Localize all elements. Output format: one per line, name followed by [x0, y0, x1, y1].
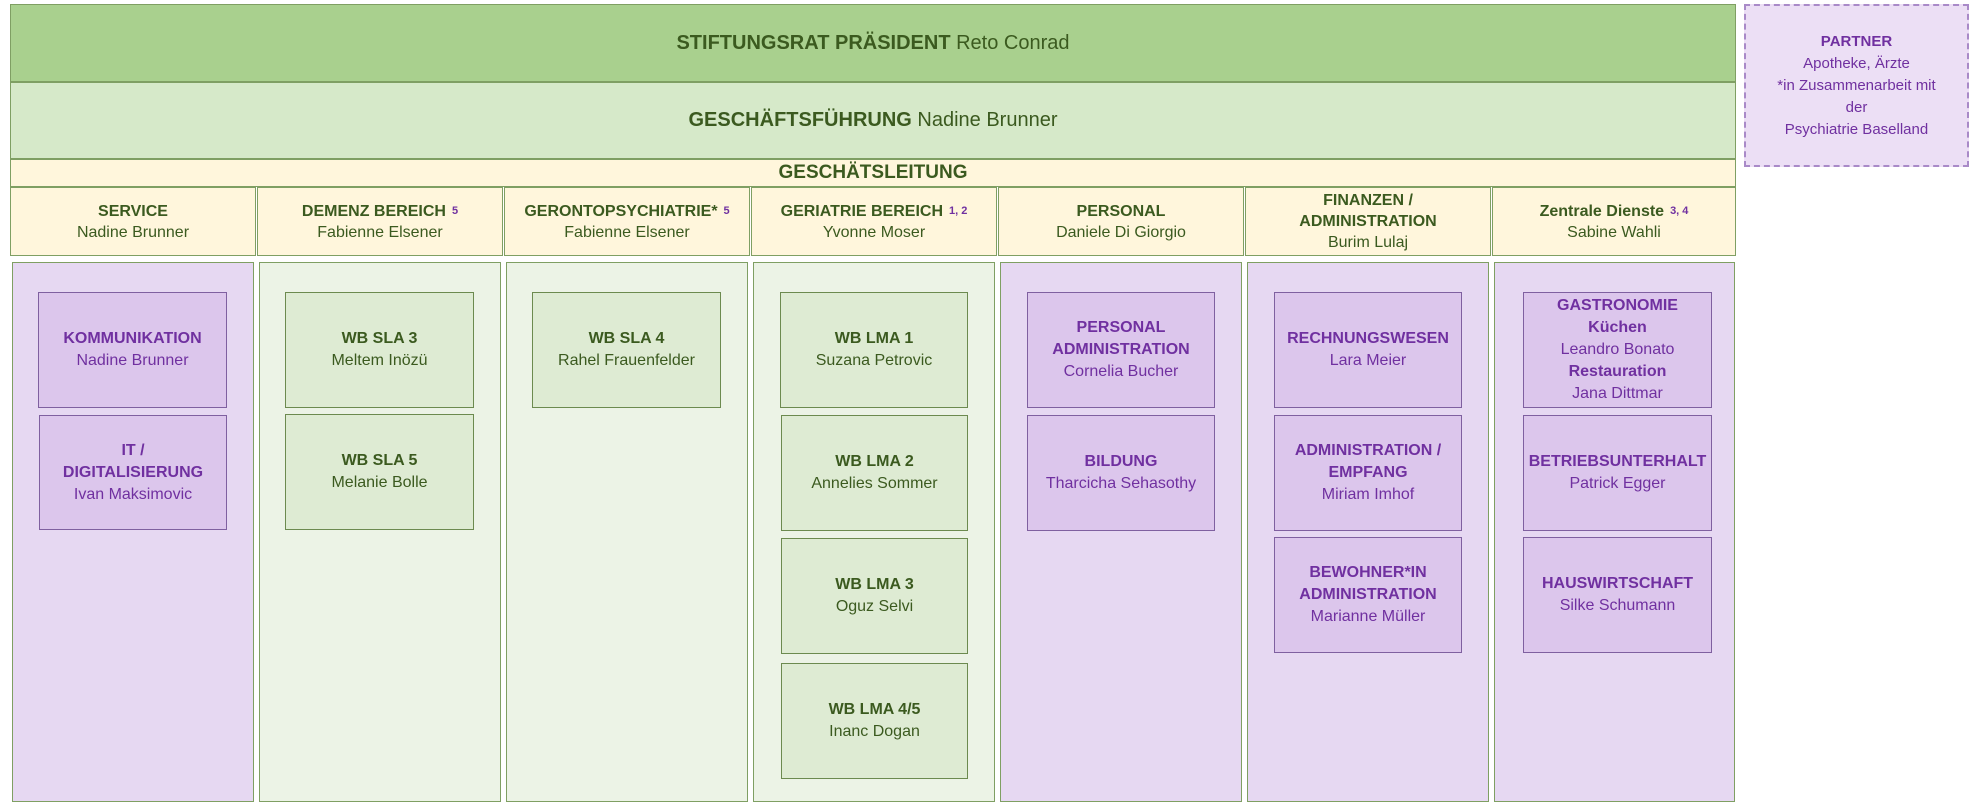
dept-finanzen — [1245, 187, 1491, 256]
unit-kommunikation — [38, 292, 227, 408]
dept-head: Fabienne Elsener — [564, 223, 690, 241]
partner-line-4: Psychiatrie Baselland — [1784, 120, 1929, 138]
unit-title: ADMINISTRATION / EMPFANG — [1294, 442, 1442, 481]
unit-title: WB LMA 2 — [835, 453, 914, 470]
partner-line-3: der — [1845, 98, 1868, 116]
president-name: Reto Conrad — [956, 31, 1070, 54]
unit-hauswirtschaft — [1523, 537, 1712, 653]
unit-head: Oguz Selvi — [835, 598, 914, 615]
president-title: STIFTUNGSRAT PRÄSIDENT — [676, 31, 951, 54]
leadership-title: GESCHÄTSLEITUNG — [778, 162, 968, 183]
dept-demenz — [257, 187, 503, 256]
unit-head: Inanc Dogan — [829, 723, 920, 740]
unit-title: RECHNUNGSWESEN — [1287, 330, 1449, 347]
dept-head: Yvonne Moser — [822, 223, 926, 241]
unit-wb-lma-4-5 — [781, 663, 968, 779]
unit-head: Tharcicha Sehasothy — [1045, 475, 1197, 492]
footnote-marker: 1, 2 — [949, 204, 968, 217]
dept-title: PERSONAL — [1076, 202, 1166, 220]
footnote-marker: 5 — [451, 204, 459, 217]
unit-title: IT / DIGITALISIERUNG — [62, 441, 204, 481]
unit-title: HAUSWIRTSCHAFT — [1541, 575, 1694, 592]
unit-sub-restauration: Restauration — [1568, 363, 1667, 380]
dept-title: SERVICE — [98, 202, 168, 220]
dept-zentrale-dienste — [1492, 187, 1736, 256]
unit-head: Patrick Egger — [1569, 475, 1666, 492]
dept-title: GERONTOPSYCHIATRIE* — [524, 202, 718, 220]
unit-sub-kuechen: Küchen — [1588, 319, 1647, 336]
unit-head: Nadine Brunner — [76, 352, 189, 369]
unit-head: Meltem Inözü — [331, 352, 428, 369]
unit-administration-empfang — [1274, 415, 1462, 531]
unit-head: Lara Meier — [1329, 352, 1407, 369]
dept-title: Zentrale Dienste — [1539, 202, 1665, 220]
unit-title: BILDUNG — [1084, 453, 1158, 470]
leadership-box — [10, 159, 1736, 187]
unit-wb-lma-1 — [780, 292, 968, 408]
unit-head: Annelies Sommer — [811, 475, 938, 492]
unit-wb-sla-4 — [532, 292, 721, 408]
unit-gastronomie — [1523, 292, 1712, 408]
unit-wb-sla-3 — [285, 292, 474, 408]
unit-title: WB LMA 4/5 — [828, 701, 921, 718]
dept-geriatrie — [751, 187, 997, 256]
partner-box — [1744, 4, 1969, 167]
unit-head-kuechen: Leandro Bonato — [1560, 341, 1675, 358]
footnote-marker: 5 — [723, 204, 730, 217]
unit-title: WB SLA 4 — [588, 330, 665, 347]
unit-personal-administration — [1027, 292, 1215, 408]
unit-wb-lma-2 — [781, 415, 968, 531]
unit-title: GASTRONOMIE — [1557, 297, 1678, 314]
unit-it-digitalisierung — [39, 415, 227, 530]
dept-title: FINANZEN / ADMINISTRATION — [1299, 192, 1437, 230]
unit-head: Silke Schumann — [1559, 597, 1676, 614]
unit-head: Suzana Petrovic — [815, 352, 933, 369]
management-name: Nadine Brunner — [917, 109, 1058, 131]
dept-title: DEMENZ BEREICH — [301, 202, 446, 220]
management-title: GESCHÄFTSFÜHRUNG — [688, 109, 912, 131]
dept-head: Burim Lulaj — [1327, 234, 1409, 251]
unit-bewohner-administration — [1274, 537, 1462, 653]
unit-rechnungswesen — [1274, 292, 1462, 408]
dept-gerontopsychiatrie — [504, 187, 750, 256]
unit-title: WB SLA 3 — [341, 330, 418, 347]
unit-bildung — [1027, 415, 1215, 531]
unit-head: Melanie Bolle — [331, 474, 428, 491]
unit-head: Miriam Imhof — [1321, 486, 1415, 503]
unit-title: PERSONAL ADMINISTRATION — [1052, 319, 1190, 358]
partner-line-1: Apotheke, Ärzte — [1803, 54, 1910, 72]
president-box — [10, 4, 1736, 82]
dept-personal — [998, 187, 1244, 256]
unit-title: BEWOHNER*IN ADMINISTRATION — [1299, 564, 1437, 603]
unit-title: BETRIEBSUNTERHALT — [1528, 453, 1707, 470]
footnote-marker: 3, 4 — [1670, 204, 1689, 217]
unit-betriebsunterhalt — [1523, 415, 1712, 531]
dept-head: Fabienne Elsener — [317, 223, 443, 241]
unit-head: Cornelia Bucher — [1063, 363, 1179, 380]
unit-title: WB SLA 5 — [341, 452, 418, 469]
unit-title: WB LMA 1 — [834, 330, 914, 347]
unit-wb-sla-5 — [285, 414, 474, 530]
unit-head: Ivan Maksimovic — [73, 485, 193, 503]
unit-wb-lma-3 — [781, 538, 968, 654]
unit-title: KOMMUNIKATION — [63, 330, 202, 347]
dept-head: Daniele Di Giorgio — [1056, 223, 1186, 241]
dept-title: GERIATRIE BEREICH — [780, 202, 944, 220]
unit-head-restauration: Jana Dittmar — [1572, 385, 1663, 402]
management-box — [10, 82, 1736, 159]
unit-head: Rahel Frauenfelder — [558, 352, 695, 369]
dept-head: Nadine Brunner — [76, 223, 190, 241]
dept-head: Sabine Wahli — [1567, 223, 1661, 241]
unit-title: WB LMA 3 — [835, 576, 914, 593]
dept-service — [10, 187, 256, 256]
partner-title: PARTNER — [1820, 32, 1893, 50]
partner-line-2: *in Zusammenarbeit mit — [1777, 76, 1936, 94]
unit-head: Marianne Müller — [1310, 608, 1426, 625]
